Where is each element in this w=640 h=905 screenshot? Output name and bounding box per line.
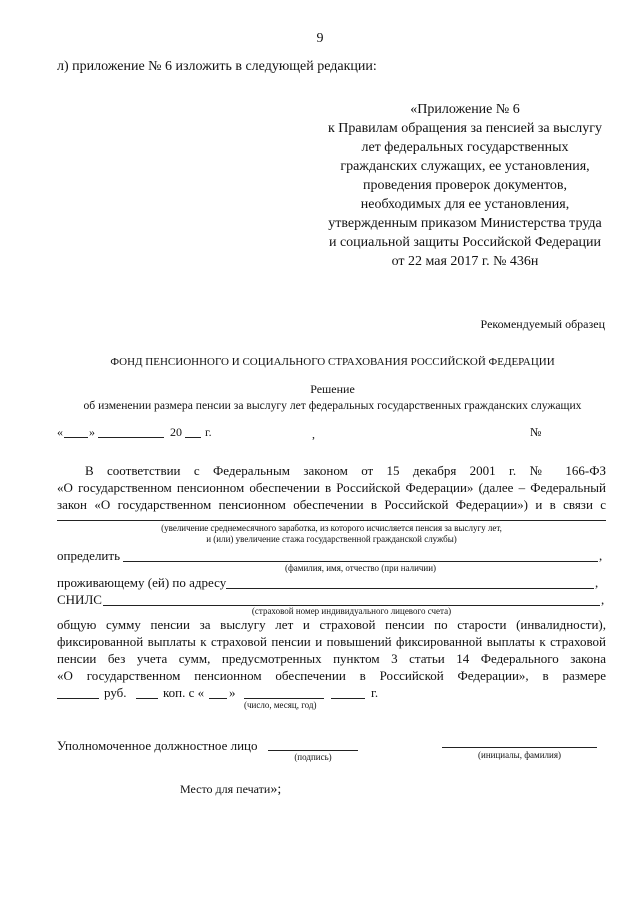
intro-line: л) приложение № 6 изложить в следующей редакции:: [57, 59, 377, 74]
from-day-blank[interactable]: [209, 698, 227, 699]
rub-blank[interactable]: [57, 698, 99, 699]
appendix-line: необходимых для ее установления,: [360, 197, 570, 212]
stray-mark: ,: [312, 427, 315, 441]
decision-title: Решение: [310, 382, 355, 396]
stamp-place: [180, 781, 281, 798]
body-line-2: «О государственном пенсионном обеспечении в Российской Федерации» (далее – Федеральный: [57, 480, 606, 495]
from-month-blank[interactable]: [244, 698, 324, 699]
appendix-line: проведения проверок документов,: [363, 178, 567, 193]
from-close-quote: »: [229, 685, 236, 700]
address-blank[interactable]: [226, 588, 594, 589]
body-line-1: В соответствии с Федеральным законом от 15 декабря 2001 г. № 166-ФЗ: [85, 463, 606, 478]
total-line-2: фиксированной выплаты к страховой пенсии и повышений фиксированной выплаты к страховой: [57, 634, 606, 649]
from-year-suffix: г.: [371, 685, 379, 700]
reason-blank[interactable]: [57, 520, 606, 521]
decision-subtitle: об изменении размера пенсии за выслугу лет федеральных государственных гражданских служащих: [83, 399, 582, 412]
initials-blank[interactable]: [442, 747, 597, 748]
month-blank[interactable]: [98, 437, 164, 438]
appendix-line: и социальной защиты Российской Федерации: [328, 235, 602, 250]
sample-note: Рекомендуемый образец: [480, 317, 605, 331]
reason-hint: и (или) увеличение стажа государственной гражданской службы): [206, 534, 457, 544]
appendix-line: лет федеральных государственных: [361, 140, 569, 155]
initials-hint: (инициалы, фамилия): [478, 750, 561, 760]
number-sign: №: [530, 425, 542, 439]
determine-label: определить: [57, 548, 120, 563]
comma: ,: [595, 575, 599, 590]
rub-label: руб.: [104, 685, 127, 700]
body-line-3: закон «О государственном пенсионном обеспечении в Российской Федерации») и в связи с: [57, 497, 606, 512]
closing-mark: »;: [270, 782, 282, 797]
kop-from-label: коп. с «: [163, 685, 205, 700]
reason-hint: (увеличение среднемесячного заработка, из которого исчисляется пенсия за выслугу лет,: [161, 523, 502, 533]
total-line-4: «О государственном пенсионном обеспечении в Российской Федерации», в размере: [57, 668, 606, 683]
fund-name: ФОНД ПЕНСИОННОГО И СОЦИАЛЬНОГО СТРАХОВАНИЯ РОССИЙСКОЙ ФЕДЕРАЦИИ: [110, 356, 555, 368]
from-year-blank[interactable]: [331, 698, 365, 699]
date-close-quote: »: [89, 425, 95, 439]
snils-label: СНИЛС: [57, 592, 102, 607]
year-blank[interactable]: [185, 437, 201, 438]
stamp-place-label: Место для печати: [180, 782, 271, 796]
snils-hint: (страховой номер индивидуального лицевого счета): [251, 606, 452, 616]
year-prefix: 20: [170, 425, 182, 439]
date-open-quote: «: [57, 425, 63, 439]
day-blank[interactable]: [64, 437, 88, 438]
comma: ,: [601, 592, 605, 607]
total-line-1: общую сумму пенсии за выслугу лет и страховой пенсии по старости (инвалидности),: [57, 617, 606, 632]
appendix-title: «Приложение № 6: [410, 102, 520, 117]
signature-hint: (подпись): [294, 752, 332, 762]
appendix-line: утвержденным приказом Министерства труда: [328, 216, 602, 231]
page-number: 9: [316, 31, 324, 46]
year-suffix: г.: [205, 425, 212, 439]
official-label: Уполномоченное должностное лицо: [57, 738, 258, 753]
total-line-3: пенсии без учета сумм, предусмотренных пунктом 3 статьи 14 Федерального закона: [57, 651, 606, 666]
appendix-line: от 22 мая 2017 г. № 436н: [391, 254, 539, 269]
signature-blank[interactable]: [268, 750, 358, 751]
appendix-line: к Правилам обращения за пенсией за выслугу: [327, 121, 603, 136]
date-hint: (число, месяц, год): [244, 700, 317, 710]
appendix-line: гражданских служащих, ее установления,: [340, 159, 590, 174]
fio-hint: (фамилия, имя, отчество (при наличии): [284, 563, 437, 573]
kop-blank[interactable]: [136, 698, 158, 699]
fio-blank[interactable]: [123, 561, 598, 562]
address-label: проживающему (ей) по адресу: [57, 575, 227, 590]
comma: ,: [599, 548, 603, 563]
